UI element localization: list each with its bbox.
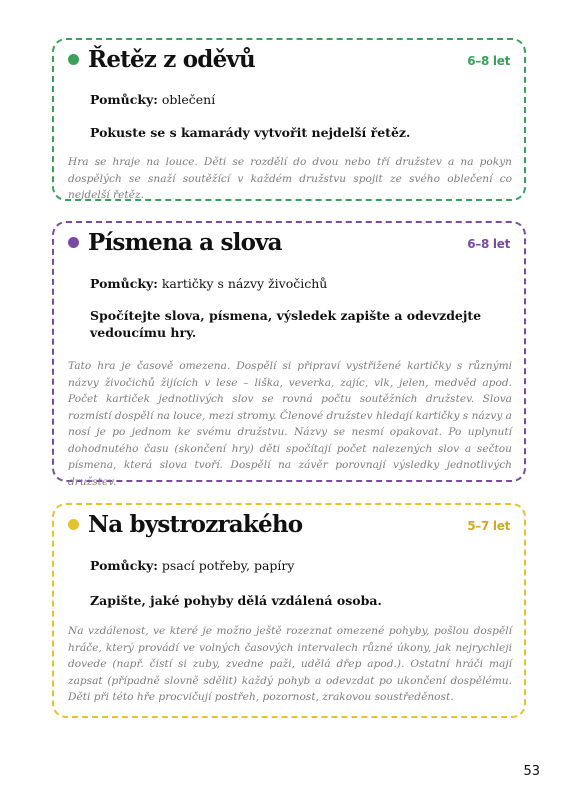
aids-label: Pomůcky: [90,558,158,573]
aids-value: kartičky s názvy živočichů [161,276,328,291]
card-header [68,511,302,538]
game-task: Zapište, jaké pohyby dělá vzdálená osoba. [90,593,382,608]
aids-label: Pomůcky: [90,276,158,291]
game-title: Písmena a slova [88,229,282,256]
age-range: 5–7 let [467,519,510,533]
page-number: 53 [523,764,540,779]
aids-line [90,558,294,573]
aids-label: Pomůcky: [90,92,158,107]
aids-value: oblečení [161,92,216,107]
game-card-pismena [52,221,526,488]
game-card-bystrozraky [52,503,526,718]
bullet-dot-icon [68,54,79,65]
age-range: 6–8 let [467,237,510,251]
game-description: Na vzdálenost, ve které je možno ještě rozeznat omezené pohyby, pošlou dospělí hráče, který provádí ve volných časových intervalech různé úkony, jak nejrychleji dovede (např. čistí si zuby, zvedne paži, udělá dřep apod.). Ostatní hráči mají zapsat (případně slovně sdělit) každý pohyb a odevzdat po ukončení dospělému. Děti při této hře procvičují postřeh, pozornost, zrakovou soustředěnost. [68,625,512,703]
aids-line [90,92,215,107]
game-description: Hra se hraje na louce. Děti se rozdělí do dvou nebo tří družstev a na pokyn dospělých se snaží soutěžící v každém družstvu spojit ze svého oblečení co nejdelší řetěz. [68,156,512,201]
game-description: Tato hra je časově omezena. Dospělí si připraví vystřižené kartičky s různými názvy živočichů žijících v lese – liška, veverka, zajíc, vlk, jelen, medvěd apod. Počet kartiček jednotlivých slov se rovná počtu soutěžních družstev. Slova rozmístí dospělí na louce, mezi stromy. Členové družstev hledají kartičky s názvy a nosí je po jednom ke svému družstvu. Názvy se nesmí opakovat. Po uplynutí dohodnutého času (skončení hry) děti spočítají počet nalezených slov a sečtou písmena, která slova tvoří. Dospělí na závěr porovnají výsledky jednotlivých družstev. [68,360,512,488]
game-card-retez [52,38,526,201]
aids-value: psací potřeby, papíry [161,558,295,573]
card-header [68,229,282,256]
game-title: Na bystrozrakého [88,511,303,538]
game-task: Pokuste se s kamarády vytvořit nejdelší řetěz. [90,125,411,140]
bullet-dot-icon [68,519,79,530]
aids-line [90,276,327,291]
bullet-dot-icon [68,237,79,248]
game-task: Spočítejte slova, písmena, výsledek zapište a odevzdejte vedoucímu hry. [90,308,482,340]
game-title: Řetěz z oděvů [88,46,255,73]
age-range: 6–8 let [467,54,510,68]
card-header [68,46,255,73]
